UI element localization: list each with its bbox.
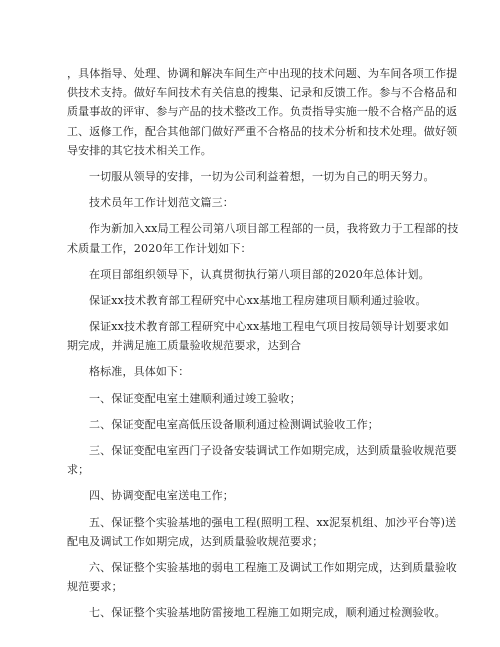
heading-line: 技术员年工作计划范文篇三：: [89, 196, 234, 210]
paragraph-commitment: [67, 167, 435, 186]
list-item-1: [67, 389, 417, 408]
paragraph-gap: [67, 212, 417, 219]
paragraph-gap: [67, 382, 417, 389]
paragraph-gap: [67, 160, 417, 167]
text-line: 求；: [67, 463, 90, 477]
text-line: ，具体指导、处理、协调和解决车间生产中出现的技术问题、为车间各项工作提: [67, 67, 458, 80]
paragraph-gap: [67, 186, 417, 193]
text-line: 规范要求；: [67, 580, 123, 594]
list-item-7: [67, 603, 446, 622]
text-line: 三、保证变配电室西门子设备安装调试工作如期完成，达到质量验收规范要: [89, 444, 457, 457]
paragraph-gap: [67, 596, 417, 603]
text-line: 格标准，具体如下：: [89, 365, 190, 379]
text-line: 二、保证变配电室高低压设备顺利通过检测调试验收工作；: [89, 417, 379, 431]
text-line: 保证xx技术教育部工程研究中心xx基地工程电气项目按局领导计划要求如: [89, 320, 449, 334]
list-item-3: [67, 441, 457, 479]
text-line: 术质量工作，2020年工作计划如下：: [67, 241, 252, 255]
paragraph-intro: [67, 219, 459, 257]
section-heading: [67, 193, 417, 212]
text-line: 作为新加入xx局工程公司第八项目部工程部的一员，我将致力于工程部的技: [89, 222, 459, 236]
text-line: 期完成，并满足施工质量验收规范要求，达到合: [67, 339, 302, 353]
text-line: 一切服从领导的安排，一切为公司利益着想，一切为自己的明天努力。: [89, 169, 435, 183]
text-line: 七、保证整个实验基地防雷接地工程施工如期完成，顺利通过检测验收。: [89, 606, 446, 620]
text-line: 导安排的其它技术相关工作。: [67, 143, 212, 157]
text-line: 在项目部组织领导下，认真贯彻执行第八项目部的2020年总体计划。: [89, 267, 430, 281]
text-line: 四、协调变配电室送电工作；: [89, 489, 234, 503]
paragraph-overall-plan: [67, 265, 430, 284]
text-line: 六、保证整个实验基地的弱电工程施工及调试工作如期完成，达到质量验收: [89, 560, 457, 574]
paragraph-gap: [67, 408, 417, 415]
paragraph-gap: [67, 479, 417, 486]
text-line: 保证xx技术教育部工程研究中心xx基地工程房建项目顺利通过验收。: [89, 293, 427, 307]
text-line: 供技术支持。做好车间技术有关信息的搜集、记录和反馈工作。参与不合格品和: [67, 86, 458, 100]
paragraph-gap: [67, 284, 417, 291]
text-line: 工、返修工作，配合其他部门做好严重不合格品的技术分析和技术处理。做好领: [67, 124, 458, 138]
text-line: 配电及调试工作如期完成，达到质量验收规范要求；: [67, 534, 324, 548]
list-item-2: [67, 415, 417, 434]
paragraph-technical-duties: [67, 64, 458, 160]
document-body: [67, 64, 459, 623]
text-line: 质量事故的评审、参与产品的技术整改工作。负责指导实施一般不合格产品的返: [67, 105, 458, 119]
paragraph-gap: [67, 551, 417, 558]
list-item-4: [67, 486, 417, 505]
text-line: 五、保证整个实验基地的强电工程(照明工程、xx泥泵机组、加沙平台等)送: [89, 515, 457, 529]
paragraph-gap: [67, 434, 417, 441]
paragraph-gap: [67, 258, 417, 265]
paragraph-gap: [67, 506, 417, 513]
paragraph-standard: [67, 362, 417, 381]
paragraph-gap: [67, 310, 417, 317]
paragraph-electrical-project: [67, 317, 449, 355]
paragraph-gap: [67, 355, 417, 362]
list-item-5: [67, 513, 457, 551]
paragraph-building-acceptance: [67, 291, 427, 310]
list-item-6: [67, 558, 457, 596]
text-line: 一、保证变配电室土建顺利通过竣工验收；: [89, 391, 301, 405]
